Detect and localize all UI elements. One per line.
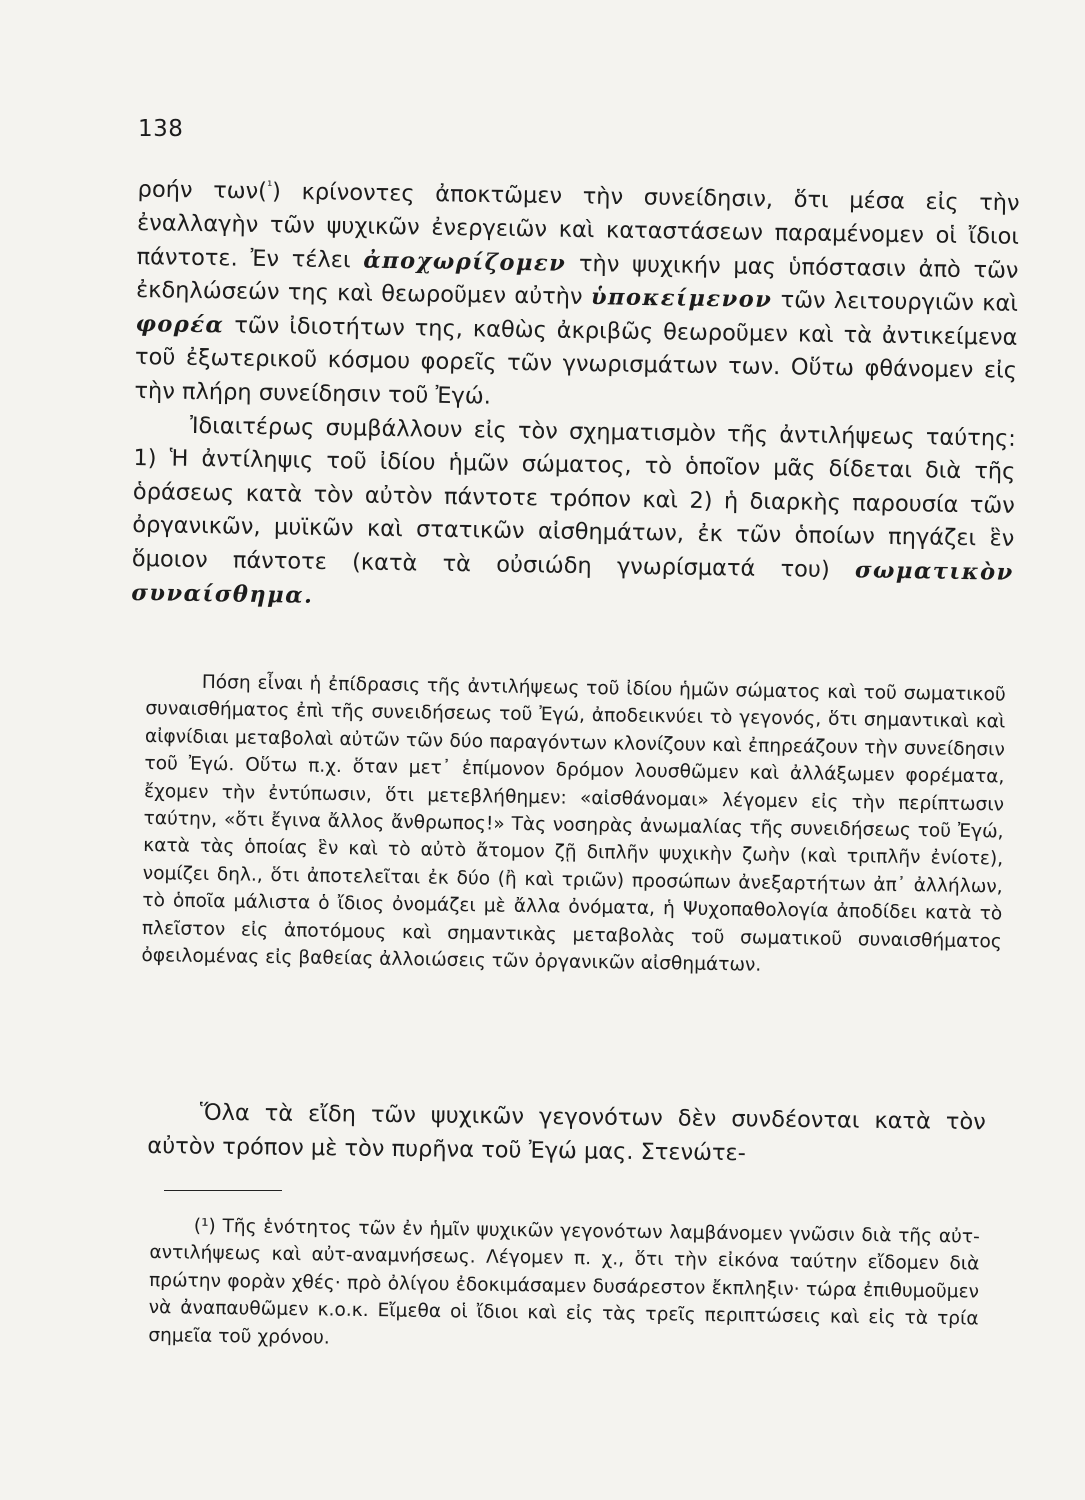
footnote — [148, 1212, 980, 1361]
p1-text-c: τὴν ψυχικήν μας ὑπόστασιν ἀπὸ τῶν ἐκδηλώσεών της καὶ θεωροῦμεν αὐτὴν — [135, 250, 1019, 311]
footnote-divider — [164, 1190, 282, 1191]
p1-text-e: τῶν ἰδιοτήτων της, καθὼς ἀκριβῶς θεωροῦμεν καὶ τὰ ἀντικείμενα τοῦ ἐξωτερικοῦ κόσμου φορεῖς τῶν γνωρισμάτων των. Οὕτω φθάνομεν εἰς τὴν πλήρη συνείδησιν τοῦ Ἐγώ. — [134, 312, 1018, 410]
p1-text-d: τῶν λειτουργιῶν καὶ — [772, 287, 1019, 318]
p1-text-b: ) κρίνοντες ἀποκτῶμεν τὴν συνείδησιν, ὅτι μέσα εἰς τὴν ἐναλλαγὴν τῶν ψυχικῶν ἐνεργειῶν καὶ καταστάσεων παραμένομεν οἱ ἴδιοι πάντοτε. Ἐν τέλει — [136, 178, 1020, 274]
emphasis-term: ὑποκείμενον — [590, 284, 773, 314]
closing-paragraph: Ὅλα τὰ εἴδη τῶν ψυχικῶν γεγονότων δὲν συνδέονται κατὰ τὸν αὐτὸν τρόπον μὲ τὸν πυρῆνα τοῦ Ἐγώ μας. Στενώτε- — [147, 1099, 986, 1166]
small-paragraph: Πόση εἶναι ἡ ἐπίδρασις τῆς ἀντιλήψεως τοῦ ἰδίου ἡμῶν σώματος καὶ τοῦ σωματικοῦ συναισθήματος ἐπὶ τῆς συνειδήσεως τοῦ Ἐγώ, ἀποδεικνύει τὸ γεγονός, ὅτι σημαντικαὶ καὶ αἰφνίδιαι μεταβολαὶ αὐτῶν τῶν δύο παραγόντων κλονίζουν καὶ ἐπηρεάζουν τὴν συνείδησιν τοῦ Ἐγώ. Οὕτω π.χ. ὅταν μετ᾿ ἐπίμονον δρόμον λουσθῶμεν καὶ ἀλλάξωμεν φορέματα, ἔχομεν τὴν ἐντύπωσιν, ὅτι μετεβλήθημεν: «αἰσθάνομαι» λέγομεν εἰς τὴν περίπτωσιν ταύτην, «ὅτι ἔγινα ἄλλος ἄνθρωπος!» Τὰς νοσηρὰς ἀνωμαλίας τῆς συνειδήσεως τοῦ Ἐγώ, κατὰ τὰς ὁποίας ἓν καὶ τὸ αὐτὸ ἄτομον ζῇ διπλῆν ψυχικὴν ζωὴν (καὶ τριπλῆν ἐνίοτε), νομίζει δηλ., ὅτι ἀποτελεῖται ἐκ δύο (ἢ καὶ τριῶν) προσώπων ἀνεξαρτήτων ἀπ᾿ ἀλλήλων, τὸ ὁποῖα μάλιστα ὁ ἴδιος ὀνομάζει μὲ ἄλλα ὀνόματα, ἡ Ψυχοπαθολογία ἀποδίδει κατὰ τὸ πλεῖστον εἰς ἀποτόμους καὶ σημαντικὰς μεταβολὰς τοῦ σωματικοῦ συναισθήματος ὀφειλομένας εἰς βαθείας ἀλλοιώσεις τῶν ὀργανικῶν αἰσθημάτων. — [141, 671, 1006, 976]
closing-text — [147, 1096, 986, 1173]
emphasis-term: φορέα — [135, 310, 225, 339]
footnote-mark: (¹) — [193, 1215, 216, 1237]
emphasis-term: σωματικὸν συναίσθημα. — [131, 557, 1014, 609]
footnote-reference: ¹ — [266, 179, 273, 195]
footnote-text: Τῆς ἑνότητος τῶν ἐν ἡμῖν ψυχικῶν γεγονότων λαμβάνομεν γνῶσιν διὰ τῆς αὐτ-αντιλήψεως καὶ αὐτ-αναμνήσεως. Λέγομεν π. χ., ὅτι τὴν εἰκόνα ταύτην εἴδομεν διὰ πρώτην φορὰν χθές· πρὸ ὀλίγου ἐδοκιμάσαμεν δυσάρεστον ἔκπληξιν· τώρα ἐπιθυμοῦμεν νὰ ἀναπαυθῶμεν κ.ο.κ. Εἴμεθα οἱ ἴδιοι καὶ εἰς τὰς τρεῖς περιπτώσεις καὶ εἰς τὰ τρία σημεῖα τοῦ χρόνου. — [148, 1215, 980, 1349]
main-text — [131, 168, 1020, 624]
paragraph-2 — [131, 409, 1016, 624]
page-number: 138 — [138, 116, 184, 142]
footnote-paragraph — [148, 1212, 980, 1361]
small-print-section — [141, 668, 1006, 983]
p2-text: Ἰδιαιτέρως συμβάλλουν εἰς τὸν σχηματισμὸν τῆς ἀντιλήψεως ταύτης: 1) Ἡ ἀντίληψις τοῦ ἰδίου ἡμῶν σώματος, τὸ ὁποῖον μᾶς δίδεται διὰ τῆς ὁράσεως κατὰ τὸν αὐτὸν πάντοτε τρόπον καὶ 2) ἡ διαρκὴς παρουσία τῶν ὀργανικῶν, μυϊκῶν καὶ στατικῶν αἰσθημάτων, ἐκ τῶν ὁποίων πηγάζει ἓν ὅμοιον πάντοτε (κατὰ τὰ οὐσιώδη γνωρίσματά του) — [131, 412, 1017, 584]
paragraph-1 — [134, 168, 1020, 422]
p1-text-a: ροήν των( — [137, 176, 268, 205]
emphasis-term: ἀποχωρίζομεν — [363, 247, 567, 277]
